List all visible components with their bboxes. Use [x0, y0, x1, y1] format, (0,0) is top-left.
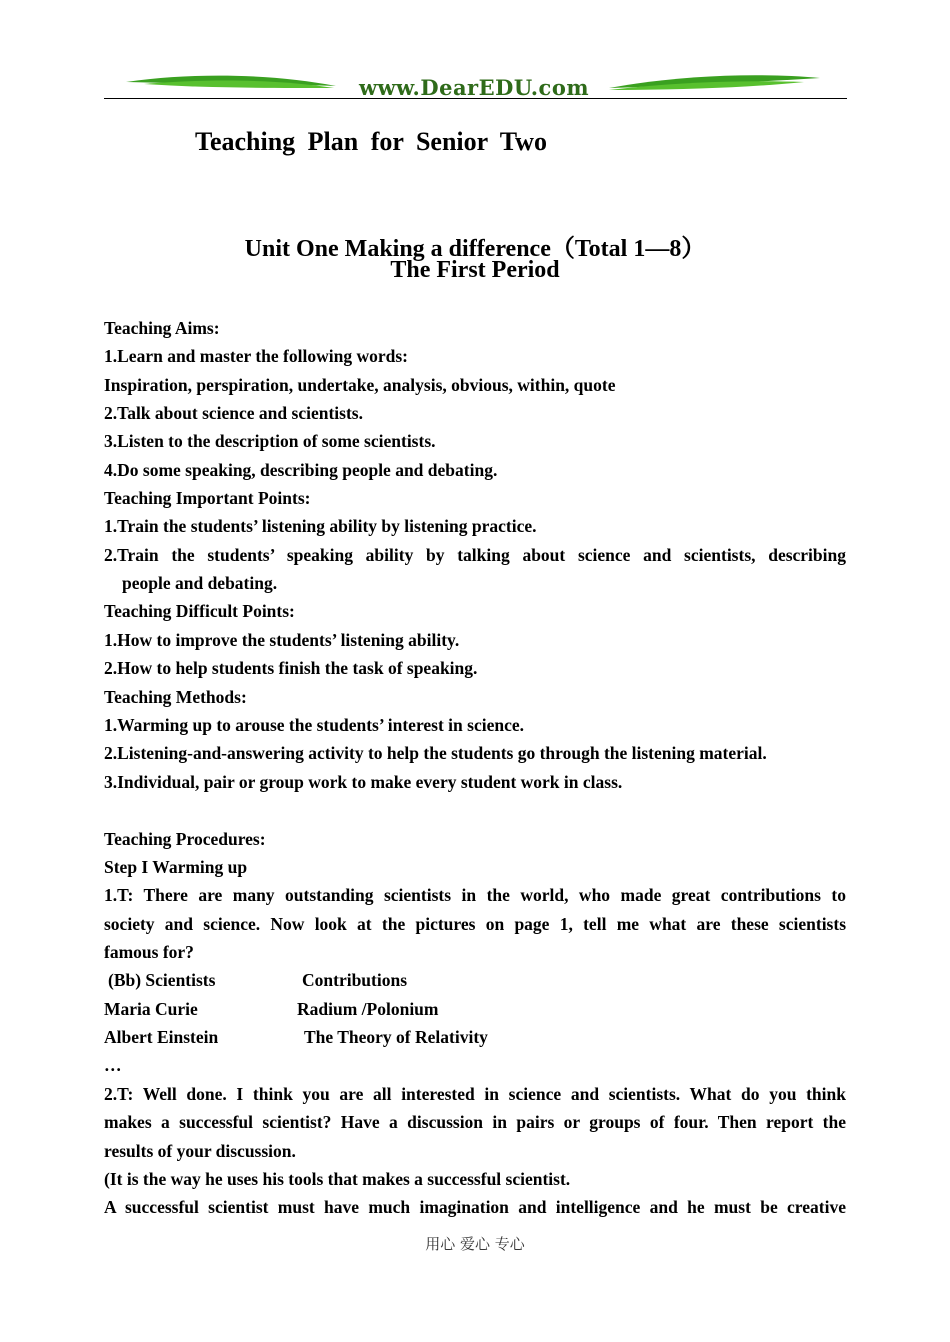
- header-rule: [104, 98, 847, 99]
- body-line: A successful scientist must have much imagination and intelligence and he must be creative: [104, 1197, 846, 1217]
- table-ellipsis: …: [104, 1055, 122, 1075]
- page-title: Teaching Plan for Senior Two: [195, 127, 547, 156]
- header-logo: [104, 70, 847, 100]
- period-title: The First Period: [390, 257, 560, 283]
- table-cell-contribution: Radium /Polonium: [297, 999, 439, 1019]
- body-line: 1.Warming up to arouse the students’ interest in science.: [104, 715, 524, 735]
- body-line: 2.Train the students’ speaking ability by talking about science and scientists, describing: [104, 545, 846, 565]
- body-line: 1.T: There are many outstanding scientists in the world, who made great contributions to: [104, 885, 846, 905]
- body-line: 2.Talk about science and scientists.: [104, 403, 363, 423]
- body-line: Inspiration, perspiration, undertake, analysis, obvious, within, quote: [104, 375, 616, 395]
- table-cell-scientist: Maria Curie: [104, 999, 198, 1019]
- body-line: 3.Listen to the description of some scientists.: [104, 431, 436, 451]
- section-heading-procedures: Teaching Procedures:: [104, 829, 266, 849]
- section-heading-difficult: Teaching Difficult Points:: [104, 601, 295, 621]
- body-line: makes a successful scientist? Have a discussion in pairs or groups of four. Then report the: [104, 1112, 846, 1132]
- body-line: (It is the way he uses his tools that makes a successful scientist.: [104, 1169, 571, 1189]
- table-header-scientists: (Bb) Scientists: [108, 970, 216, 990]
- body-line: 4.Do some speaking, describing people and debating.: [104, 460, 498, 480]
- section-heading-important: Teaching Important Points:: [104, 488, 311, 508]
- body-line: society and science. Now look at the pictures on page 1, tell me what are these scientists: [104, 914, 846, 934]
- body-line: 1.Train the students’ listening ability by listening practice.: [104, 516, 537, 536]
- body-line: results of your discussion.: [104, 1141, 296, 1161]
- body-line: people and debating.: [122, 573, 278, 593]
- section-heading-methods: Teaching Methods:: [104, 687, 247, 707]
- body-line: famous for?: [104, 942, 194, 962]
- body-line: 2.T: Well done. I think you are all interested in science and scientists. What do you think: [104, 1084, 846, 1104]
- table-cell-contribution: The Theory of Relativity: [304, 1027, 488, 1047]
- unit-title: Unit One Making a difference（Total 1—8）: [244, 236, 706, 262]
- table-cell-scientist: Albert Einstein: [104, 1027, 219, 1047]
- body-line: 1.How to improve the students’ listening ability.: [104, 630, 460, 650]
- body-line: 1.Learn and master the following words:: [104, 346, 408, 366]
- body-line: 2.How to help students finish the task of speaking.: [104, 658, 478, 678]
- body-line: 3.Individual, pair or group work to make every student work in class.: [104, 772, 623, 792]
- step-heading: Step I Warming up: [104, 857, 248, 877]
- page-footer: 用心 爱心 专心: [425, 1235, 525, 1253]
- body-line: 2.Listening-and-answering activity to help the students go through the listening material.: [104, 743, 767, 763]
- logo-text: www.DearEDU.com: [358, 75, 590, 100]
- table-header-contributions: Contributions: [302, 970, 408, 990]
- section-heading-aims: Teaching Aims:: [104, 318, 220, 338]
